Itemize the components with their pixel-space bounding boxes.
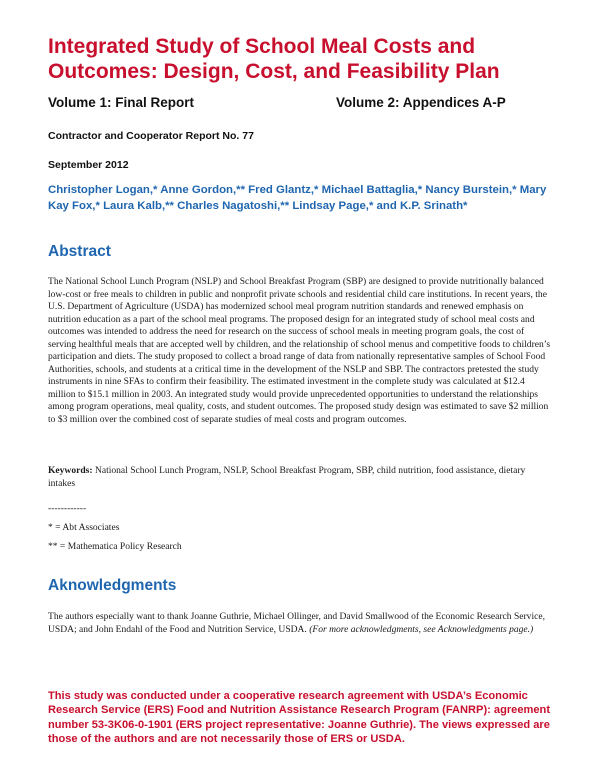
volume-1-label: Volume 1: Final Report: [48, 95, 195, 110]
report-number: Contractor and Cooperator Report No. 77: [48, 130, 254, 142]
abstract-heading: Abstract: [48, 243, 111, 260]
cooperative-agreement-notice: This study was conducted under a cooperative research agreement with USDA’s Economic Research Service (ERS) Food and Nutrition Assistance Research Program (FANRP): agreement number 53-3K06-0-1901 (ERS project representative: Joanne Guthrie). The views expressed are those of the authors and are not necessarily those of ERS or USDA.: [48, 690, 551, 745]
abstract-body: The National School Lunch Program (NSLP) and School Breakfast Program (SBP) are designed to provide nutritionally balanced low-cost or free meals to children in public and nonprofit private schools and residential child care institutions. In recent years, the U.S. Department of Agriculture (USDA) has modernized school meal program nutrition standards and renewed emphasis on nutrition education as a part of the school meal programs. The proposed design for an integrated study of school meal costs and outcomes was intended to address the need for research on the success of school meals in meeting program goals, the cost of serving healthful meals that are accepted well by children, and the relationship of school menus and competitive foods to children’s participation and diets. The study proposed to collect a broad range of data from nationally representative samples of School Food Authorities, schools, and students at a critical time in the development of the NSLP and SBP. The contractors pretested the study instruments in nine SFAs to confirm their feasibility. The estimated investment in the complete study was calculated at $12.4 million to $15.1 million in 2003. An integrated study would provide unprecedented opportunities to understand the relationships among program operations, meal quality, costs, and student outcomes. The proposed study design was estimated to save $2 million to $3 million over the combined cost of separate studies of meal costs and program outcomes.: [48, 276, 551, 426]
keywords-text: National School Lunch Program, NSLP, School Breakfast Program, SBP, child nutrition, food assistance, dietary intakes: [48, 465, 526, 489]
footnote-mathematica: ** = Mathematica Policy Research: [48, 541, 182, 552]
acknowledgments-heading: Aknowledgments: [48, 577, 177, 594]
acknowledgments-text: The authors especially want to thank Joanne Guthrie, Michael Ollinger, and David Smallwood of the Economic Research Service, USDA; and John Endahl of the Food and Nutrition Service, USDA.: [48, 611, 545, 635]
publication-date: September 2012: [48, 159, 129, 171]
acknowledgments-body: [48, 611, 554, 636]
footnote-abt: * = Abt Associates: [48, 522, 120, 533]
acknowledgments-note: (For more acknowledgments, see Acknowledgments page.): [309, 623, 534, 635]
volume-2-label: Volume 2: Appendices A-P: [336, 95, 506, 110]
author-list: Christopher Logan,* Anne Gordon,** Fred Glantz,* Michael Battaglia,* Nancy Burstein,* Mary Kay Fox,* Laura Kalb,** Charles Nagatoshi,** Lindsay Page,* and K.P. Srinath*: [48, 184, 547, 212]
footnote-rule: ------------: [48, 503, 87, 514]
keywords-label: Keywords:: [48, 465, 93, 476]
document-title: Integrated Study of School Meal Costs and Outcomes: Design, Cost, and Feasibility Plan: [48, 35, 500, 83]
keywords: [48, 465, 554, 490]
